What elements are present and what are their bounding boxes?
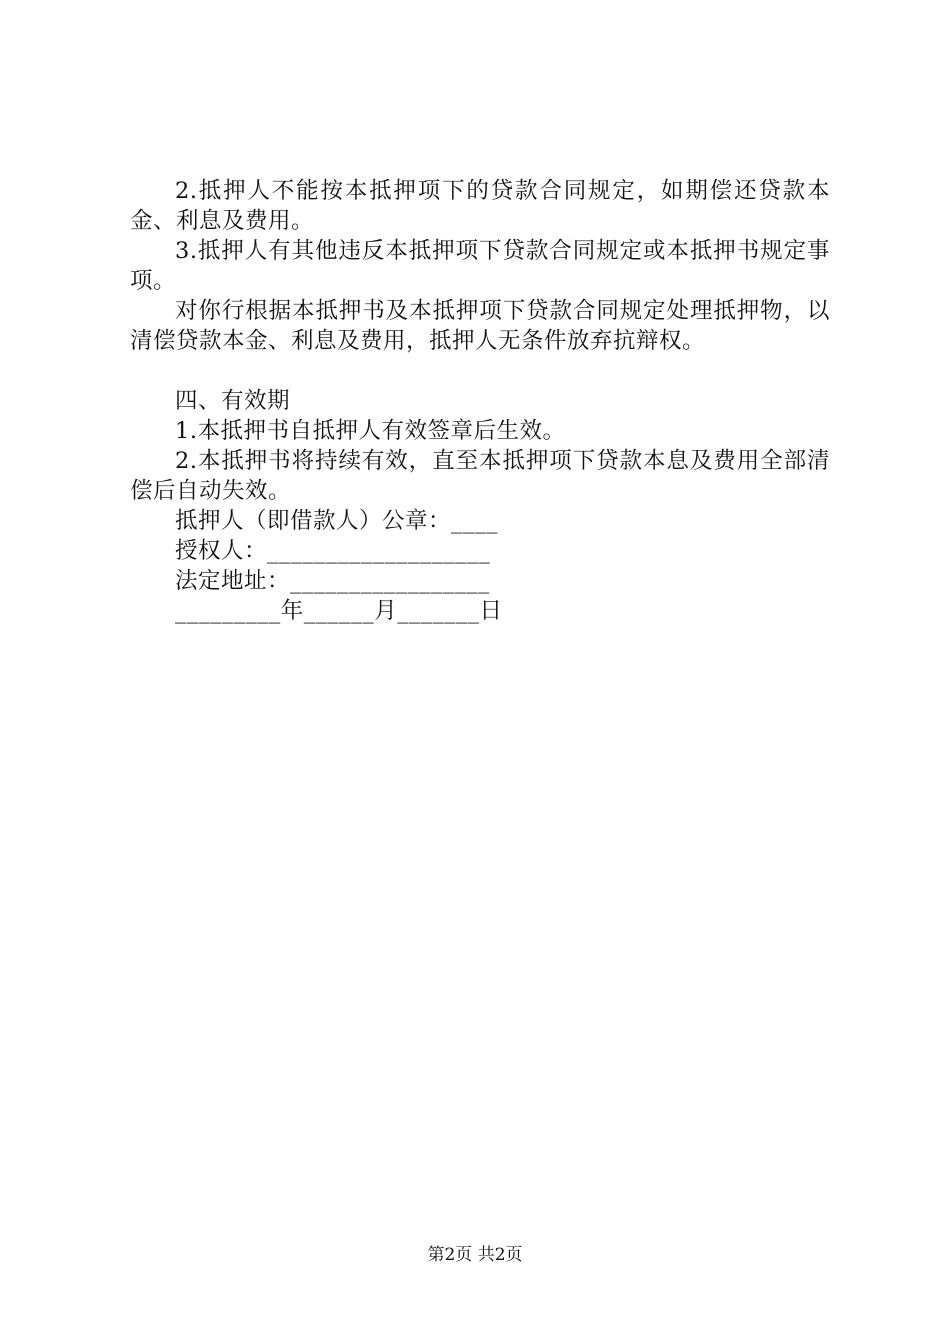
- waiver-paragraph: 对你行根据本抵押书及本抵押项下贷款合同规定处理抵押物，以清偿贷款本金、利息及费用，抵押人无条件放弃抗辩权。: [130, 298, 830, 354]
- validity-clause-2: 2.本抵押书将持续有效，直至本抵押项下贷款本息及费用全部清偿后自动失效。: [130, 448, 830, 504]
- clause-3-paragraph: 3.抵押人有其他违反本抵押项下贷款合同规定或本抵押书规定事项。: [130, 238, 830, 294]
- date-line: _________年______月_______日: [175, 598, 503, 624]
- legal-address-line: 法定地址：_________________: [175, 568, 490, 594]
- validity-clause-1: 1.本抵押书自抵押人有效签章后生效。: [175, 418, 566, 444]
- document-body: [130, 176, 830, 626]
- authorized-person-line: 授权人：___________________: [175, 538, 491, 564]
- page-footer: 第2页 共2页: [427, 1245, 523, 1265]
- clause-2-paragraph: 2.抵押人不能按本抵押项下的贷款合同规定，如期偿还贷款本金、利息及费用。: [130, 178, 830, 234]
- section-heading-validity: 四、有效期: [175, 388, 291, 414]
- seal-line: 抵押人（即借款人）公章：____: [175, 508, 499, 534]
